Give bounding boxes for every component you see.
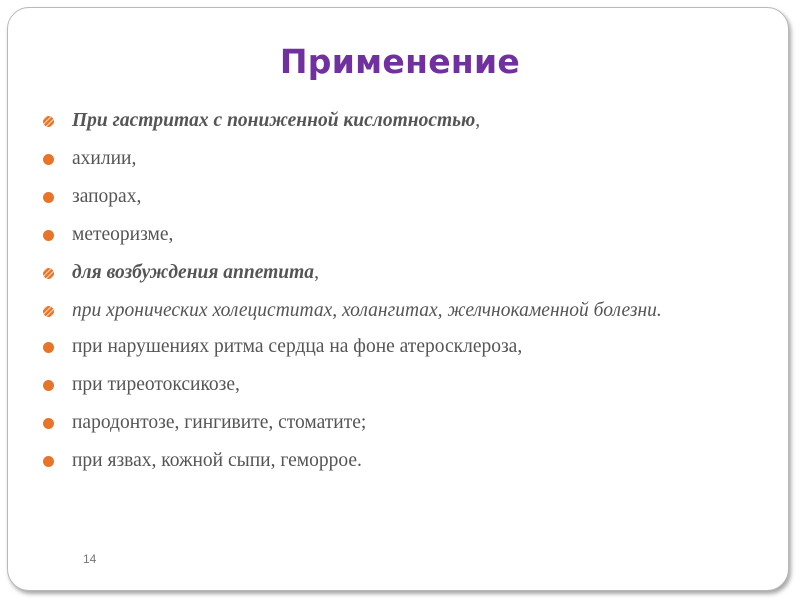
list-item (42, 222, 742, 248)
item-text: при тиреотоксикозе, (72, 374, 240, 395)
item-text: запорах, (72, 186, 142, 207)
item-text: при язвах, кожной сыпи, геморрое. (72, 450, 362, 471)
list-item (42, 372, 742, 398)
item-tail: , (314, 262, 319, 283)
item-text: при нарушениях ритма сердца на фоне атеросклероза, (72, 336, 523, 357)
bullet-icon (43, 192, 54, 203)
item-text: пародонтозе, гингивите, стоматите; (72, 412, 367, 433)
list-item (42, 334, 742, 360)
bullet-icon (43, 380, 54, 391)
list-item (42, 298, 742, 324)
bullet-icon (43, 456, 54, 467)
bullet-icon (43, 268, 54, 279)
list-item (42, 184, 742, 210)
item-text: метеоризме, (72, 224, 174, 245)
bullet-icon (43, 116, 54, 127)
bullet-list (42, 108, 742, 486)
page-number: 14 (83, 552, 97, 566)
bullet-icon (43, 306, 54, 317)
bullet-icon (43, 342, 54, 353)
item-tail: , (475, 110, 481, 131)
list-item (42, 146, 742, 172)
list-item (42, 260, 742, 286)
bullet-icon (43, 418, 54, 429)
list-item (42, 410, 742, 436)
item-italic: при хронических холециститах, холангитах, желчнокаменной болезни. (72, 300, 662, 321)
item-emphasis: для возбуждения аппетита (72, 262, 315, 283)
item-text: ахилии, (72, 148, 137, 169)
list-item (42, 108, 742, 134)
list-item (42, 448, 742, 474)
bullet-icon (43, 154, 54, 165)
item-emphasis: При гастритах с пониженной кислотностью (72, 110, 476, 131)
slide-title: Применение (279, 42, 521, 81)
bullet-icon (43, 230, 54, 241)
